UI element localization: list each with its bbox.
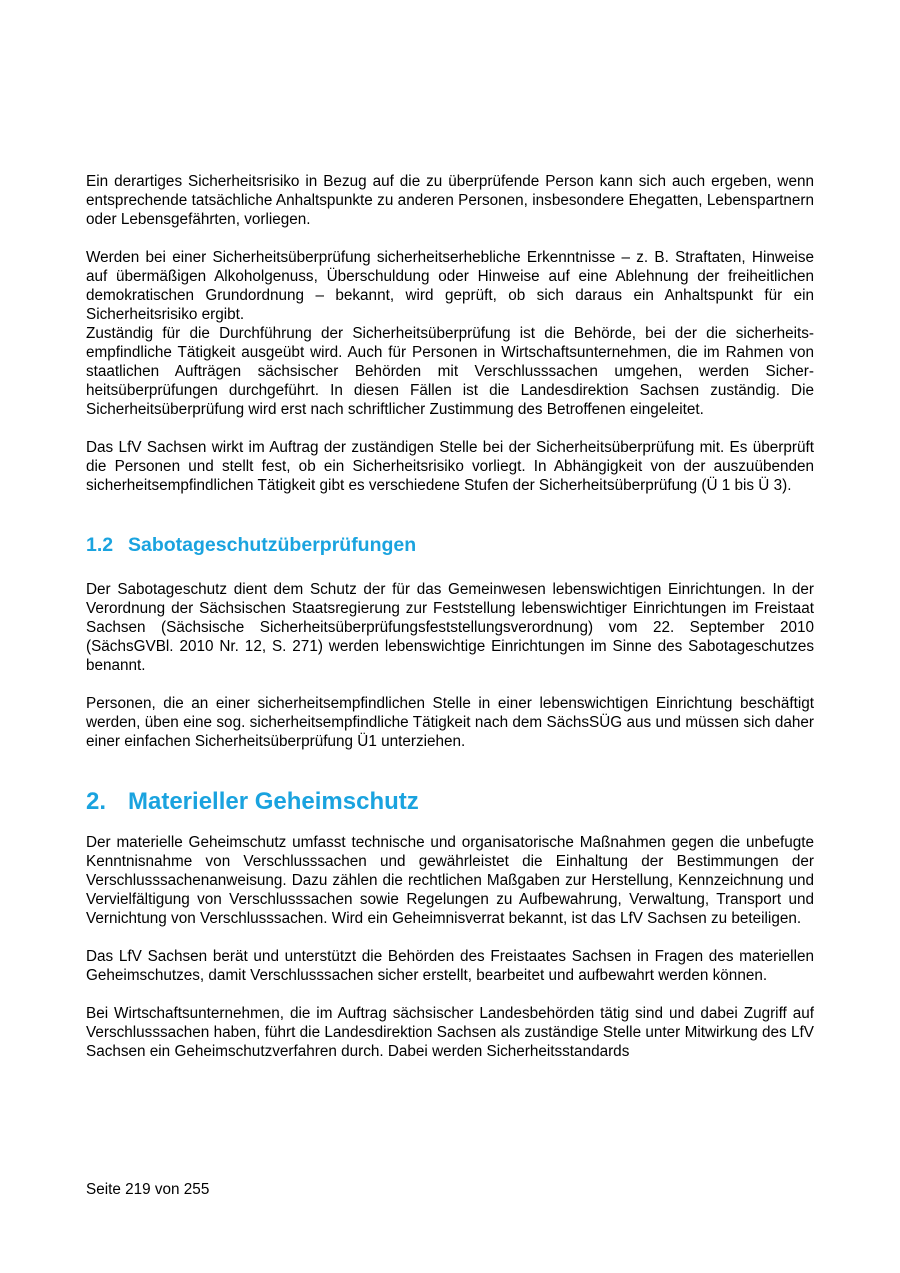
page-number: Seite 219 von 255 [86,1181,210,1198]
section-title: Materieller Geheimschutz [128,788,419,815]
paragraph: Werden bei einer Sicherheitsüberprüfung sicherheitserhebliche Erkenntnisse – z. B. Straftaten, Hinweise auf übermäßigen Alkoholgenuss, Überschuldung oder Hinweise auf eine Ablehnung der freiheitlichen demokratischen Grundordnung – bekannt, wird geprüft, ob sich daraus ein Anhaltspunkt für ein Sicherheitsrisiko ergibt. [86,249,814,323]
paragraph: Der Sabotageschutz dient dem Schutz der für das Gemeinwesen lebenswichtigen Einrichtungen. In der Verordnung der Sächsischen Staatsregierung zur Feststellung lebenswichtiger Einrichtungen im Freistaat Sachsen (Sächsische Sicherheitsüberprüfungsfeststellungsverordnung) vom 22. September 2010 (SächsGVBl. 2010 Nr. 12, S. 271) werden lebenswichtige Einrichtungen im Sinne des Sabotageschutzes benannt. [86,581,814,674]
paragraph: Bei Wirtschaftsunternehmen, die im Auftrag sächsischer Landesbehörden tätig sind und dabei Zugriff auf Verschlusssachen haben, führt die Landesdirektion Sachsen als zuständige Stelle unter Mitwirkung des LfV Sachsen ein Geheimschutzverfahren durch. Dabei werden Sicherheitsstandards [86,1005,814,1060]
section-number: 2. [86,788,107,815]
paragraph: Zuständig für die Durchführung der Sicherheitsüberprüfung ist die Behörde, bei der die sicherheitsempfindliche Tätigkeit ausgeübt wird. Auch für Personen in Wirtschaftsunternehmen, die im Rahmen von staatlichen Aufträgen sächsischer Behörden mit Verschlusssachen umgehen, werden Sicherheitsüberprüfungen durchgeführt. In diesen Fällen ist die Landesdirektion Sachsen zuständig. Die Sicherheitsüberprüfung wird erst nach schriftlicher Zustimmung des Betroffenen eingeleitet. [86,325,814,418]
paragraph: Personen, die an einer sicherheitsempfindlichen Stelle in einer lebenswichtigen Einrichtung beschäftigt werden, üben eine sog. sicherheitsempfindliche Tätigkeit nach dem SächsSÜG aus und müssen sich daher einer einfachen Sicherheitsüberprüfung Ü1 unterziehen. [86,695,814,750]
paragraph: Das LfV Sachsen wirkt im Auftrag der zuständigen Stelle bei der Sicherheitsüberprüfung mit. Es überprüft die Personen und stellt fest, ob ein Sicherheitsrisiko vorliegt. In Abhängigkeit von der auszuübenden sicherheitsempfindlichen Tätigkeit gibt es verschiedene Stufen der Sicherheitsüberprüfung (Ü 1 bis Ü 3). [86,439,814,494]
section-heading-2 [86,787,814,817]
section-title: Sabotageschutzüberprüfungen [128,534,417,556]
section-heading-1-2 [86,532,814,558]
paragraph: Der materielle Geheimschutz umfasst technische und organisatorische Maßnahmen gegen die unbefugte Kenntnisnahme von Verschlusssachen und gewährleistet die Einhaltung der Bestimmungen der Verschlusssachenanweisung. Dazu zählen die rechtlichen Maßgaben zur Herstellung, Kennzeichnung und Vervielfältigung von Verschlusssachen sowie Regelungen zu Aufbewahrung, Verwaltung, Transport und Vernichtung von Verschlusssachen. Wird ein Geheimnisverrat bekannt, ist das LfV Sachsen zu beteiligen. [86,834,814,927]
paragraph: Das LfV Sachsen berät und unterstützt die Behörden des Freistaates Sachsen in Fragen des materiellen Geheimschutzes, damit Verschlusssachen sicher erstellt, bearbeitet und aufbewahrt werden können. [86,948,814,984]
section-number: 1.2 [86,534,114,556]
document-body [86,172,814,1061]
paragraph: Ein derartiges Sicherheitsrisiko in Bezug auf die zu überprüfende Person kann sich auch ergeben, wenn entsprechende tatsächliche Anhaltspunkte zu anderen Personen, insbesondere Ehegatten, Lebenspartnern oder Lebensgefährten, vorliegen. [86,173,814,228]
